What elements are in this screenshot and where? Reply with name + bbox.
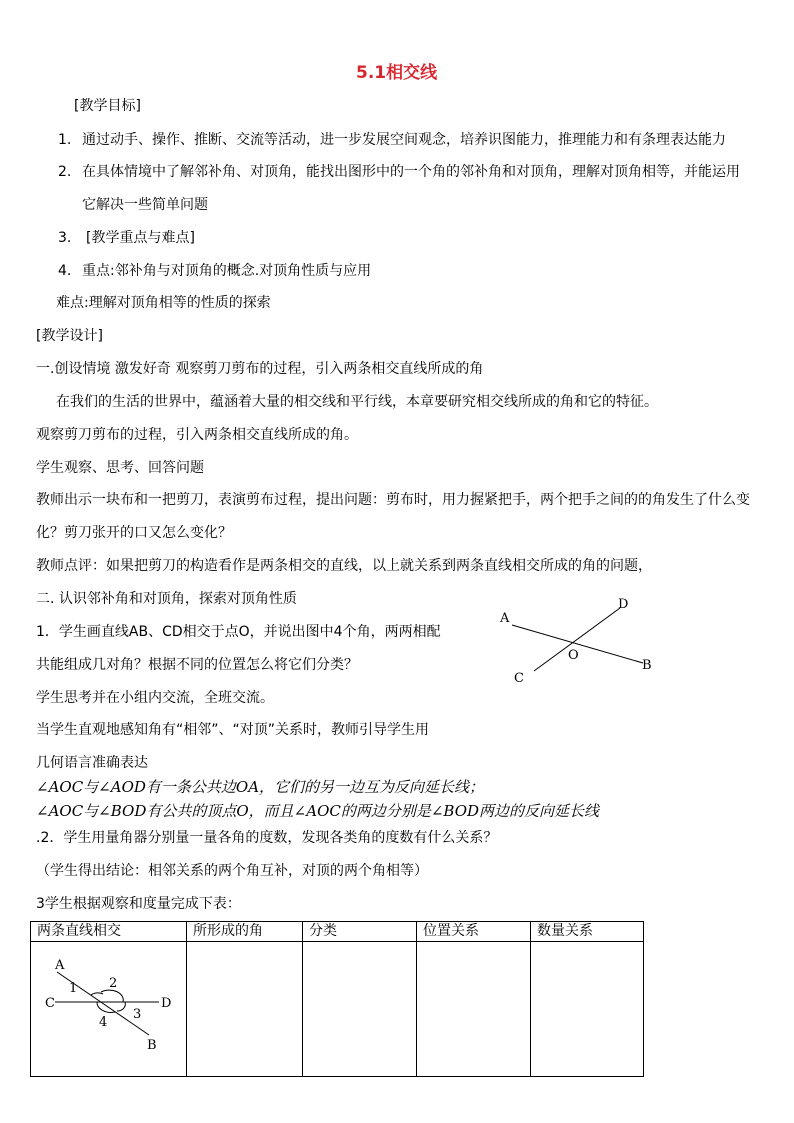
angle-label-1: 1: [69, 981, 78, 996]
step-3-text: 3学生根据观察和度量完成下表：: [36, 896, 241, 912]
design-heading: [教学设计]: [36, 328, 103, 344]
angle-table: [30, 921, 644, 1077]
paragraph-2: 观察剪刀剪布的过程，引入两条相交直线所成的角。: [36, 427, 358, 443]
table-cell-figure: [31, 942, 187, 1077]
table-cell-classification: [303, 942, 417, 1077]
goal-2-text-cont: 它解决一些简单问题: [82, 197, 208, 213]
angle-arc-2: [101, 990, 123, 1002]
angle-arc-4: [97, 1002, 115, 1012]
page-title: 5.1相交线: [356, 63, 438, 83]
header-quantity-relation: 数量关系: [531, 922, 644, 942]
paragraph-5: 教师点评：如果把剪刀的构造看作是两条相交的直线，以上就关系到两条直线相交所成的角的问题，: [36, 558, 652, 574]
goal-1-text: 通过动手、操作、推断、交流等活动，进一步发展空间观念，培养识图能力，推理能力和有条理表达能力: [82, 132, 726, 148]
paragraph-4: 教师出示一块布和一把剪刀，表演剪布过程，提出问题：剪布时，用力握紧把手，两个把手之间的的角发生了什么变: [36, 492, 750, 508]
goal-4-number: 4.: [58, 263, 72, 279]
intersecting-lines-figure: [490, 592, 660, 687]
step-1-expression: 几何语言准确表达: [36, 755, 148, 771]
math-statement-2: ∠AOC与∠BOD有公共的顶点O，而且∠AOC的两边分别是∠BOD两边的反向延长线: [36, 802, 600, 820]
step-1-question: 共能组成几对角？根据不同的位置怎么将它们分类？: [36, 657, 358, 673]
header-position-relation: 位置关系: [417, 922, 531, 942]
step-1-discussion: 学生思考并在小组内交流，全班交流。: [36, 690, 274, 706]
paragraph-1: 在我们的生活的世界中，蕴涵着大量的相交线和平行线，本章要研究相交线所成的角和它的特征。: [56, 394, 658, 410]
goal-2-number: 2.: [58, 164, 72, 180]
label-b: B: [147, 1038, 157, 1053]
header-intersecting-lines: 两条直线相交: [31, 922, 187, 942]
label-c: C: [514, 671, 524, 686]
label-d: D: [618, 597, 629, 612]
step-2-text: .2．学生用量角器分别量一量各角的度数，发现各类角的度数有什么关系？: [36, 830, 498, 846]
table-cell-position-relation: [417, 942, 531, 1077]
label-c: C: [45, 996, 55, 1011]
label-d: D: [161, 996, 172, 1011]
header-formed-angles: 所形成的角: [187, 922, 303, 942]
table-cell-formed-angles: [187, 942, 303, 1077]
angle-arc-1: [91, 993, 103, 995]
step-1-guidance: 当学生直观地感知角有“相邻”、“对顶”关系时，教师引导学生用: [36, 722, 430, 738]
part2-heading: 二. 认识邻补角和对顶角，探索对顶角性质: [36, 591, 297, 607]
header-classification: 分类: [303, 922, 417, 942]
angle-label-2: 2: [109, 976, 118, 991]
goal-1-number: 1.: [58, 132, 72, 148]
angle-label-4: 4: [99, 1015, 108, 1030]
label-a: A: [500, 611, 510, 626]
paragraph-3: 学生观察、思考、回答问题: [36, 460, 204, 476]
goals-heading: [教学目标]: [74, 98, 141, 114]
table-cell-quantity-relation: [531, 942, 644, 1077]
goal-2-text: 在具体情境中了解邻补角、对顶角，能找出图形中的一个角的邻补角和对顶角，理解对顶角相等，并能运用: [82, 164, 740, 180]
paragraph-4-cont: 化？剪刀张开的口又怎么变化？: [36, 525, 232, 541]
step-1-text: 1．学生画直线AB、CD相交于点O，并说出图中4个角，两两相配: [36, 624, 441, 640]
table-row: [31, 942, 644, 1077]
angle-arc-3: [117, 1002, 125, 1011]
step-2-conclusion: （学生得出结论：相邻关系的两个角互补，对顶的两个角相等）: [36, 863, 428, 879]
label-b: B: [642, 658, 652, 673]
table-header-row: [31, 922, 644, 942]
goal-3-text: [教学重点与难点]: [86, 230, 195, 246]
goal-4-text: 重点:邻补角与对顶角的概念.对顶角性质与应用: [82, 263, 372, 279]
table-figure: [31, 942, 186, 1072]
difficulty-text: 难点:理解对顶角相等的性质的探索: [56, 295, 271, 311]
angle-label-3: 3: [133, 1007, 142, 1022]
math-statement-1: ∠AOC与∠AOD有一条公共边OA，它们的另一边互为反向延长线；: [36, 778, 485, 796]
part1-heading: 一.创设情境 激发好奇 观察剪刀剪布的过程，引入两条相交直线所成的角: [36, 361, 484, 377]
goal-3-number: 3.: [58, 230, 72, 246]
label-a: A: [55, 958, 65, 973]
label-o: O: [568, 648, 579, 663]
